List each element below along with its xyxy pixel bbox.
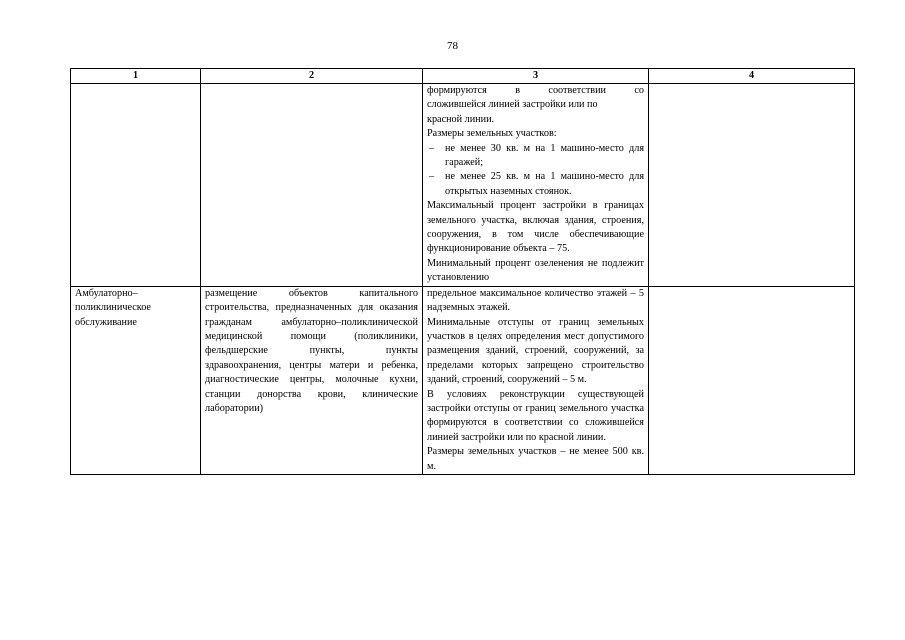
page-number: 78: [447, 40, 458, 52]
cell-parameters: [423, 286, 649, 474]
dash-marker: –: [429, 142, 435, 154]
min-green-text: Минимальный процент озеленения не подлежит установлению: [427, 257, 644, 284]
column-header: 1: [71, 69, 201, 84]
list-item: – не менее 30 кв. м на 1 машино-место для гаражей;: [429, 142, 644, 169]
dash-marker: –: [429, 171, 435, 183]
column-header: 2: [201, 69, 423, 84]
reconstruction-text: В условиях реконструкции существующей застройки отступы от границ земельного участка формируются в соответствии со сложившейся линией застройки или по красной линии.: [427, 388, 644, 443]
max-percent-text: Максимальный процент застройки в границах земельного участка, включая здания, строения, сооружения, в том числе обеспечивающие функционирование объекта – 75.: [427, 200, 644, 255]
cell-use-name: [71, 84, 201, 287]
table-header-row: [71, 69, 855, 84]
cell-parameters: [423, 84, 649, 287]
sizes-text: Размеры земельных участков – не менее 500 кв. м.: [427, 446, 644, 472]
cell-use-description: [201, 84, 423, 287]
regulations-table: [70, 68, 855, 475]
text-line: формируются в соответствии со: [427, 85, 644, 96]
cell-use-description: размещение объектов капитального строительства, предназначенных для оказания гражданам амбулаторно–поликлинической медицинской помощи (поликлиники, фельдшерские пункты, пункты здравоохранения, центры матери и ребенка, диагностические центры, молочные кухни, станции донорства крови, клинические лаборатории): [201, 286, 423, 474]
cell-notes: [649, 84, 855, 287]
column-header: 4: [649, 69, 855, 84]
cell-notes: [649, 286, 855, 474]
sizes-heading: Размеры земельных участков:: [427, 128, 557, 140]
list-item: – не менее 25 кв. м на 1 машино-место для открытых наземных стоянок.: [429, 171, 644, 197]
column-header: 3: [423, 69, 649, 84]
table-row: [71, 84, 855, 287]
text-line: сложившейся линией застройки или по: [427, 99, 598, 111]
text-line: красной линии.: [427, 113, 495, 125]
setbacks-text: Минимальные отступы от границ земельных участков в целях определения мест допустимого размещения зданий, строений, сооружений, за пределами которых запрещено строительство зданий, строений, сооружений – 5 м.: [427, 316, 644, 386]
table-row: [71, 286, 855, 474]
floors-text: предельное максимальное количество этажей – 5 надземных этажей.: [427, 287, 644, 314]
cell-use-name: Амбулаторно–поликлиническое обслуживание: [71, 286, 201, 474]
